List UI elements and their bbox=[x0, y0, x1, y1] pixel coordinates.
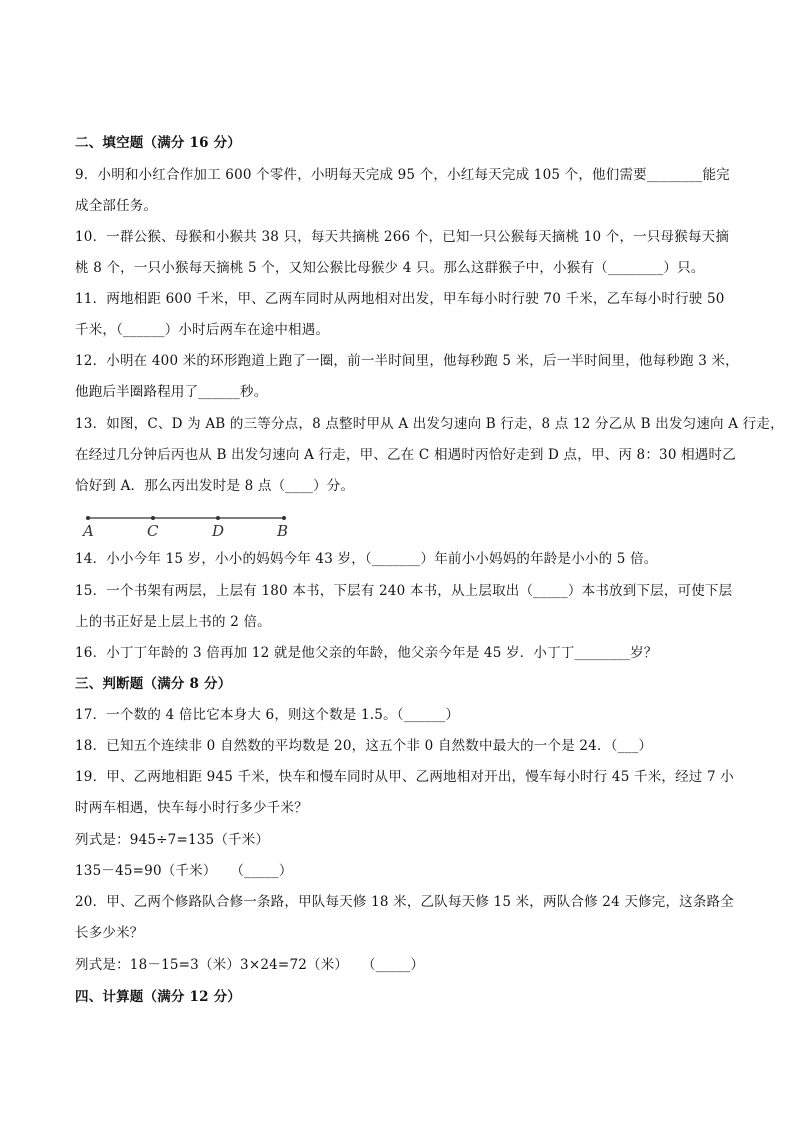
question-10-line-2: 桃 8 个，一只小猴每天摘桃 5 个，又知公猴比母猴少 4 只。那么这群猴子中，小猴有（________）只。 bbox=[75, 260, 705, 276]
point-d-label: D bbox=[212, 522, 225, 540]
question-13-line-1: 13．如图，C、D 为 AB 的三等分点，8 点整时甲从 A 出发匀速向 B 行走，8 点 12 分乙从 B 出发匀速向 A 行走， bbox=[75, 416, 784, 432]
question-19-line-4: 135－45=90（千米） （_____） bbox=[75, 863, 293, 879]
question-15-line-2: 上的书正好是上层上书的 2 倍。 bbox=[75, 614, 271, 630]
question-20-line-3: 列式是：18－15=3（米）3×24=72（米） （_____） bbox=[75, 957, 425, 973]
question-20-line-1: 20．甲、乙两个修路队合修一条路，甲队每天修 18 米，乙队每天修 15 米，两队合修 24 天修完，这条路全 bbox=[75, 894, 734, 910]
section-title-calc: 四、计算题（满分 12 分） bbox=[75, 989, 241, 1005]
point-b-label: B bbox=[277, 522, 289, 540]
point-a-label: A bbox=[83, 522, 94, 540]
question-16: 16．小丁丁年龄的 3 倍再加 12 就是他父亲的年龄，他父亲今年是 45 岁．小丁丁________岁？ bbox=[75, 645, 658, 661]
question-18: 18．已知五个连续非 0 自然数的平均数是 20，这五个非 0 自然数中最大的一个是 24．（___） bbox=[75, 738, 653, 754]
question-9-line-1: 9．小明和小红合作加工 600 个零件，小明每天完成 95 个，小红每天完成 105 个，他们需要________能完 bbox=[75, 167, 730, 183]
question-15-line-1: 15．一个书架有两层，上层有 180 本书，下层有 240 本书，从上层取出（_____）本书放到下层，可使下层 bbox=[75, 583, 733, 599]
question-12-line-2: 他跑后半圈路程用了______秒。 bbox=[75, 384, 268, 400]
point-b-dot bbox=[282, 516, 286, 520]
question-19-line-3: 列式是：945÷7=135（千米） bbox=[75, 832, 270, 848]
section-title-judge: 三、判断题（满分 8 分） bbox=[75, 676, 232, 692]
question-17: 17．一个数的 4 倍比它本身大 6，则这个数是 1.5。（______） bbox=[75, 707, 460, 723]
segment-diagram bbox=[78, 510, 298, 540]
point-d-dot bbox=[216, 516, 220, 520]
question-20-line-2: 长多少米？ bbox=[75, 925, 144, 941]
question-9-line-2: 成全部任务。 bbox=[75, 198, 158, 214]
question-19-line-1: 19．甲、乙两地相距 945 千米，快车和慢车同时从甲、乙两地相对开出，慢车每小时行 45 千米，经过 7 小 bbox=[75, 769, 734, 785]
point-c-label: C bbox=[147, 522, 159, 540]
question-13-line-2: 在经过几分钟后丙也从 B 出发匀速向 A 行走，甲、乙在 C 相遇时丙恰好走到 D 点，甲、丙 8：30 相遇时乙 bbox=[75, 447, 736, 463]
question-11-line-1: 11．两地相距 600 千米，甲、乙两车同时从两地相对出发，甲车每小时行驶 70 千米，乙车每小时行驶 50 bbox=[75, 291, 725, 307]
question-14: 14．小小今年 15 岁，小小的妈妈今年 43 岁，（_______）年前小小妈妈的年龄是小小的 5 倍。 bbox=[75, 551, 658, 567]
section-title-fill-blank: 二、填空题（满分 16 分） bbox=[75, 135, 241, 151]
question-13-line-3: 恰好到 A．那么丙出发时是 8 点（____）分。 bbox=[75, 478, 355, 494]
question-11-line-2: 千米，（______）小时后两车在途中相遇。 bbox=[75, 322, 330, 338]
point-a-dot bbox=[86, 516, 90, 520]
question-10-line-1: 10．一群公猴、母猴和小猴共 38 只，每天共摘桃 266 个，已知一只公猴每天摘桃 10 个，一只母猴每天摘 bbox=[75, 229, 730, 245]
point-c-dot bbox=[151, 516, 155, 520]
question-12-line-1: 12．小明在 400 米的环形跑道上跑了一圈，前一半时间里，他每秒跑 5 米，后一半时间里，他每秒跑 3 米， bbox=[75, 353, 739, 369]
question-19-line-2: 时两车相遇，快车每小时行多少千米？ bbox=[75, 800, 308, 816]
